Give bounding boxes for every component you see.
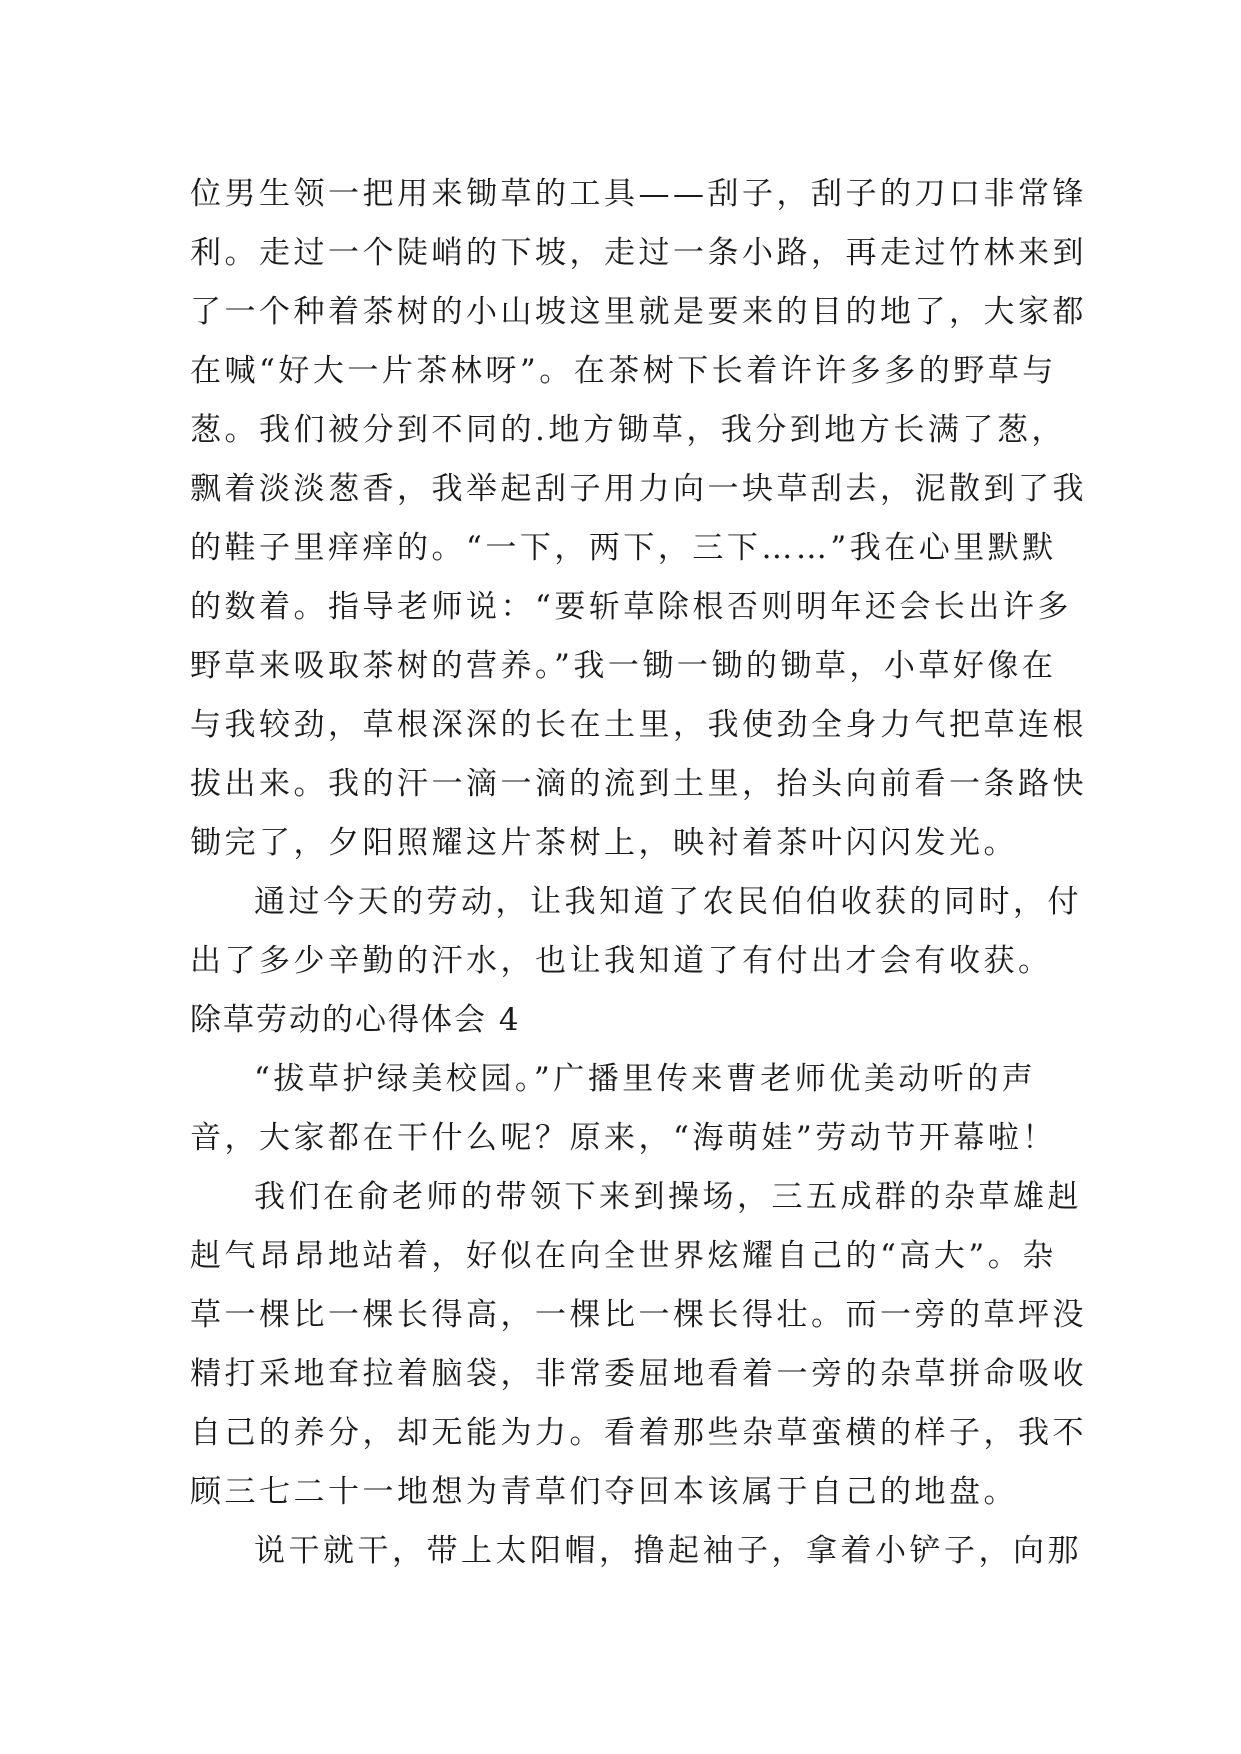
text-line: 的数着。指导老师说：“要斩草除根否则明年还会长出许多	[190, 589, 1072, 625]
paragraph-start-line: 说干就干，带上太阳帽，撸起袖子，拿着小铲子，向那	[254, 1533, 1082, 1569]
text-line: 锄完了，夕阳照耀这片茶树上，映衬着茶叶闪闪发光。	[190, 825, 1018, 861]
paragraph-start-line: 我们在俞老师的带领下来到操场，三五成群的杂草雄赳	[254, 1179, 1082, 1215]
text-line: 出了多少辛勤的汗水，也让我知道了有付出才会有收获。	[190, 943, 1053, 979]
section-heading: 除草劳动的心得体会 4	[190, 1002, 521, 1038]
paragraph-start-line: “拔草护绿美校园。”广播里传来曹老师优美动听的声	[254, 1061, 1037, 1097]
text-line: 飘着淡淡葱香，我举起刮子用力向一块草刮去，泥散到了我	[190, 471, 1087, 507]
document-page	[190, 165, 1087, 1581]
text-line: 拔出来。我的汗一滴一滴的流到土里，抬头向前看一条路快	[190, 766, 1087, 802]
text-line: 野草来吸取茶树的营养。”我一锄一锄的锄草，小草好像在	[190, 648, 1057, 684]
text-line: 的鞋子里痒痒的。“一下，两下，三下……”我在心里默默	[190, 530, 1057, 566]
text-line: 葱。我们被分到不同的.地方锄草，我分到地方长满了葱，	[190, 412, 1066, 448]
text-line: 与我较劲，草根深深的长在土里，我使劲全身力气把草连根	[190, 707, 1087, 743]
text-line: 草一棵比一棵长得高，一棵比一棵长得壮。而一旁的草坪没	[190, 1297, 1087, 1333]
text-line: 自己的养分，却无能为力。看着那些杂草蛮横的样子，我不	[190, 1415, 1087, 1451]
text-line: 顾三七二十一地想为青草们夺回本该属于自己的地盘。	[190, 1474, 1018, 1510]
text-line: 利。走过一个陡峭的下坡，走过一条小路，再走过竹林来到	[190, 235, 1087, 271]
text-line: 位男生领一把用来锄草的工具——刮子，刮子的刀口非常锋	[190, 176, 1087, 212]
text-line: 音，大家都在干什么呢？原来，“海萌娃”劳动节开幕啦！	[190, 1120, 1057, 1156]
paragraph-start-line: 通过今天的劳动，让我知道了农民伯伯收获的同时，付	[254, 884, 1082, 920]
text-line: 在喊“好大一片茶林呀”。在茶树下长着许许多多的野草与	[190, 353, 1057, 389]
text-line: 赳气昂昂地站着，好似在向全世界炫耀自己的“高大”。杂	[190, 1238, 1057, 1274]
text-line: 精打采地耷拉着脑袋，非常委屈地看着一旁的杂草拼命吸收	[190, 1356, 1087, 1392]
text-line: 了一个种着茶树的小山坡这里就是要来的目的地了，大家都	[190, 294, 1087, 330]
